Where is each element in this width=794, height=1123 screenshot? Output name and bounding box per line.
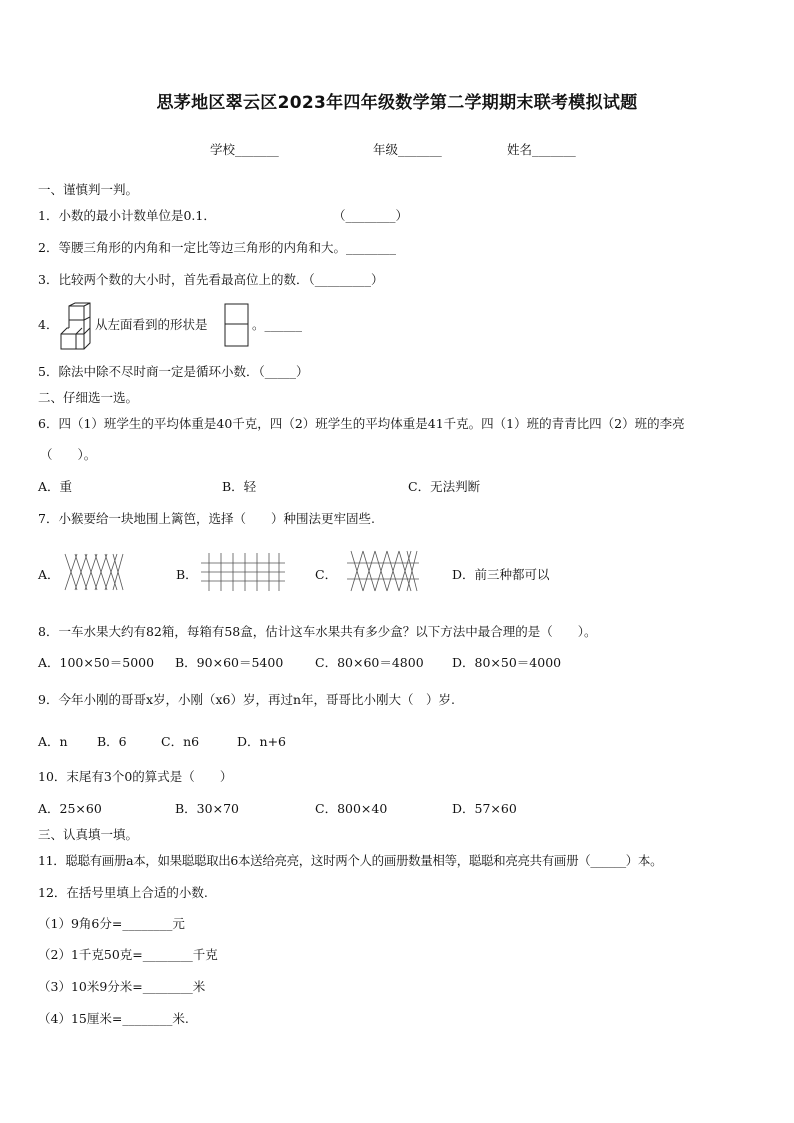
fence-mixed-figure	[347, 549, 419, 593]
question-text: 小数的最小计数单位是0.1．	[58, 208, 216, 223]
question-7	[38, 511, 375, 527]
stacked-cubes-figure	[59, 302, 93, 350]
question-text: 在括号里填上合适的小数.	[66, 885, 208, 900]
option-c-label: C．	[315, 567, 338, 582]
section-1-heading: 一、谨慎判一判。	[38, 182, 139, 197]
question-text: 一车水果大约有82箱，每箱有58盒，估计这车水果共有多少盒？以下方法中最合理的是（ ）。	[58, 624, 597, 639]
question-number: 7．	[38, 511, 59, 526]
option-a: A．n	[38, 734, 68, 749]
fence-diagonal-figure	[63, 552, 125, 592]
option-b: B．30×70	[175, 801, 239, 816]
page-title: 思茅地区翠云区2023年四年级数学第二学期期末联考模拟试题	[156, 93, 638, 113]
option-b: B．6	[97, 734, 127, 749]
left-view-shape	[224, 303, 250, 347]
question-4-number: 4．	[38, 317, 59, 332]
option-c: C．n6	[161, 734, 200, 749]
question-number: 8．	[38, 624, 59, 639]
question-6-line-2: （ ）。	[40, 447, 97, 462]
question-number: 5．	[38, 364, 59, 379]
option-d: D．80×50＝4000	[452, 655, 562, 670]
question-number: 3．	[38, 272, 59, 287]
question-text: 等腰三角形的内角和一定比等边三角形的内角和大。________	[58, 240, 396, 255]
question-10	[38, 769, 232, 785]
question-4-text-a: 从左面看到的形状是	[95, 317, 208, 332]
question-text: 聪聪有画册a本，如果聪聪取出6本送给亮亮，这时两个人的画册数量相等，聪聪和亮亮共有画册（______）本。	[65, 853, 663, 868]
question-number: 6．	[38, 416, 59, 431]
question-1-blank: （________）	[333, 208, 409, 223]
option-b-label: B．	[176, 567, 198, 582]
school-field: 学校_______	[210, 142, 279, 157]
sub-item-1: （1）9角6分=________元	[38, 916, 185, 931]
name-field: 姓名_______	[507, 142, 576, 157]
question-5	[38, 364, 308, 380]
section-2-heading: 二、仔细选一选。	[38, 390, 139, 405]
sub-item-2: （2）1千克50克=________千克	[38, 947, 218, 962]
option-c: C．无法判断	[408, 479, 481, 494]
question-number: 11．	[38, 853, 66, 868]
question-4-text-b: 。______	[252, 317, 303, 332]
grade-field: 年级_______	[373, 142, 442, 157]
question-text: 四（1）班学生的平均体重是40千克，四（2）班学生的平均体重是41千克。四（1）班的青青比四（2）班的李亮	[58, 416, 685, 431]
option-a: A．100×50＝5000	[38, 655, 155, 670]
option-a-label: A．	[38, 567, 60, 582]
question-8	[38, 624, 597, 640]
section-3-heading: 三、认真填一填。	[38, 827, 139, 842]
question-1	[38, 208, 216, 224]
question-number: 1．	[38, 208, 59, 223]
option-a: A．25×60	[38, 801, 102, 816]
question-text: 比较两个数的大小时，首先看最高位上的数．（_________）	[58, 272, 384, 287]
fence-grid-figure	[201, 551, 285, 593]
option-d: D．n+6	[237, 734, 286, 749]
question-11	[38, 853, 662, 869]
option-b: B．90×60＝5400	[175, 655, 284, 670]
question-text: 末尾有3个0的算式是（ ）	[66, 769, 233, 784]
option-d-label: D．前三种都可以	[452, 567, 550, 582]
option-c: C．800×40	[315, 801, 388, 816]
question-text: 除法中除不尽时商一定是循环小数．（_____）	[58, 364, 309, 379]
sub-item-4: （4）15厘米=________米.	[38, 1011, 189, 1026]
question-6-line-1	[38, 416, 685, 432]
question-text: 今年小刚的哥哥x岁，小刚（x6）岁，再过n年，哥哥比小刚大（ ）岁.	[58, 692, 456, 707]
question-text: 小猴要给一块地围上篱笆，选择（ ）种围法更牢固些.	[58, 511, 375, 526]
option-b: B．轻	[222, 479, 257, 494]
question-number: 12．	[38, 885, 67, 900]
sub-item-3: （3）10米9分米=________米	[38, 979, 206, 994]
question-number: 10．	[38, 769, 67, 784]
option-c: C．80×60＝4800	[315, 655, 424, 670]
question-9	[38, 692, 455, 708]
question-12	[38, 885, 208, 901]
option-a: A．重	[38, 479, 73, 494]
question-number: 9．	[38, 692, 59, 707]
option-d: D．57×60	[452, 801, 517, 816]
question-3	[38, 272, 383, 288]
question-2	[38, 240, 396, 256]
question-number: 2．	[38, 240, 59, 255]
